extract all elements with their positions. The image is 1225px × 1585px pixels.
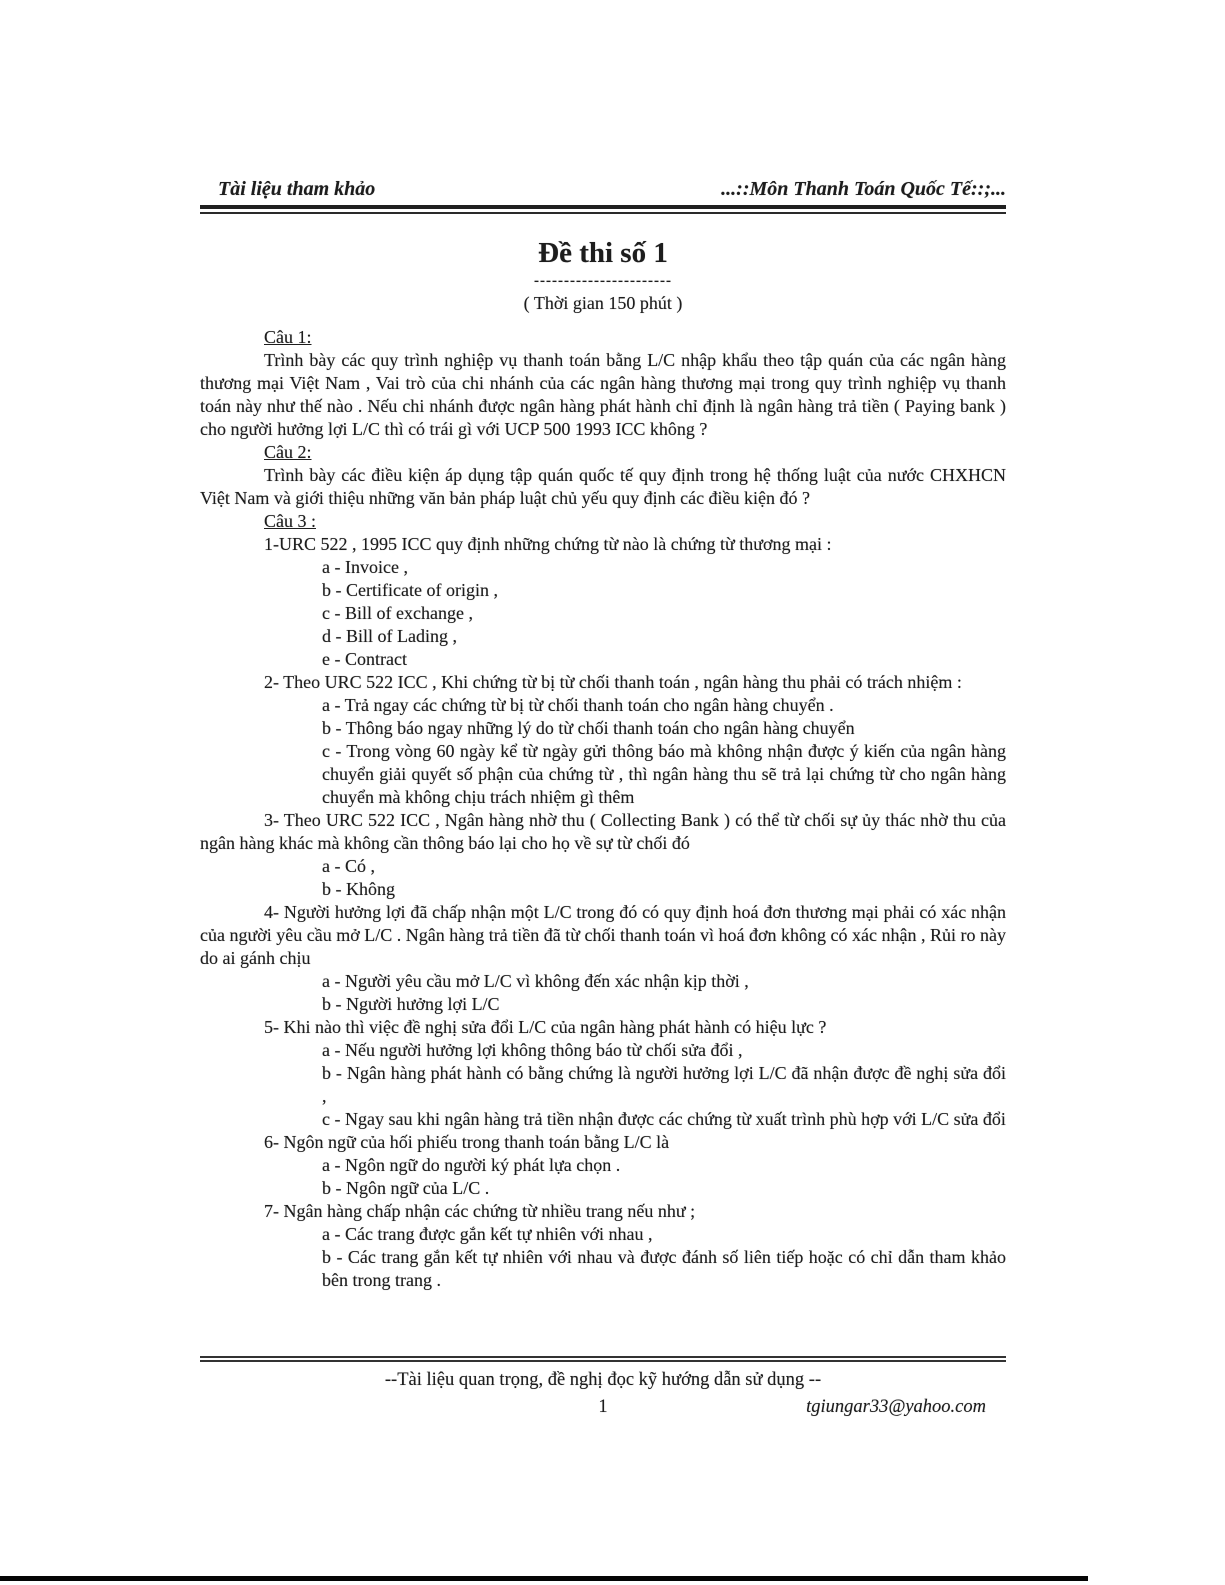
footer-meta-row [200, 1395, 1006, 1419]
option-d: d - Bill of Lading , [322, 626, 457, 646]
option-a: a - Ngôn ngữ do người ký phát lựa chọn . [322, 1155, 621, 1175]
question-4 [200, 901, 1006, 1016]
scan-bottom-edge-bar [0, 1576, 1088, 1581]
question-options [322, 1154, 1006, 1200]
option-a: a - Người yêu cầu mở L/C vì không đến xác nhận kịp thời , [322, 971, 749, 991]
option-a: a - Nếu người hưởng lợi không thông báo từ chối sửa đổi , [322, 1040, 743, 1060]
question-options [322, 694, 1006, 809]
question-options [322, 970, 1006, 1016]
footer-note: --Tài liệu quan trọng, đề nghị đọc kỹ hướng dẫn sử dụng -- [384, 1370, 822, 1390]
question-text: 2- Theo URC 522 ICC , Khi chứng từ bị từ chối thanh toán , ngân hàng thu phải có trách nhiệm : [264, 672, 962, 692]
option-b: b - Thông báo ngay những lý do từ chối thanh toán cho ngân hàng chuyển [322, 718, 855, 738]
cau3-label: Câu 3 : [264, 511, 316, 531]
cau1-text: Trình bày các quy trình nghiệp vụ thanh toán bằng L/C nhập khẩu theo tập quán của các ngân hàng thương mại Việt Nam , Vai trò của chi nhánh của các ngân hàng thương mại trong quy trình nghiệp vụ thanh toán này như thế nào . Nếu chi nhánh được ngân hàng phát hành chỉ định là ngân hàng trả tiền ( Paying bank ) cho người hưởng lợi L/C thì có trái gì với UCP 500 1993 ICC không ? [200, 350, 1006, 439]
option-a: a - Trả ngay các chứng từ bị từ chối thanh toán cho ngân hàng chuyển . [322, 695, 834, 715]
page-header [200, 178, 1006, 200]
option-b: b - Certificate of origin , [322, 580, 498, 600]
option-b: b - Các trang gắn kết tự nhiên với nhau và được đánh số liên tiếp hoặc có chỉ dẫn tham khảo bên trong trang . [322, 1247, 1006, 1290]
option-b: b - Người hưởng lợi L/C [322, 994, 500, 1014]
question-options [322, 1223, 1006, 1292]
option-c: c - Bill of exchange , [322, 603, 473, 623]
page-number: 1 [598, 1397, 608, 1417]
question-6 [200, 1131, 1006, 1200]
question-text: 7- Ngân hàng chấp nhận các chứng từ nhiều trang nếu như ; [264, 1201, 696, 1221]
question-1 [200, 533, 1006, 671]
page-footer [200, 1356, 1006, 1419]
question-2 [200, 671, 1006, 809]
option-b: b - Không [322, 879, 395, 899]
question-text: 5- Khi nào thì việc đề nghị sửa đổi L/C của ngân hàng phát hành có hiệu lực ? [264, 1017, 827, 1037]
cau2-label: Câu 2: [264, 442, 312, 462]
exam-body [200, 326, 1006, 1292]
question-text: 1-URC 522 , 1995 ICC quy định những chứng từ nào là chứng từ thương mại : [264, 534, 832, 554]
question-options [322, 855, 1006, 901]
option-a: a - Invoice , [322, 557, 408, 577]
option-b: b - Ngân hàng phát hành có bằng chứng là người hưởng lợi L/C đã nhận được đề nghị sửa đổi , [322, 1063, 1006, 1106]
question-text: 4- Người hưởng lợi đã chấp nhận một L/C trong đó có quy định hoá đơn thương mại phải có xác nhận của người yêu cầu mở L/C . Ngân hàng trả tiền đã từ chối thanh toán vì hoá đơn không có xác nhận , Rủi ro này do ai gánh chịu [200, 902, 1006, 968]
question-text: 3- Theo URC 522 ICC , Ngân hàng nhờ thu ( Collecting Bank ) có thể từ chối sự ủy thác nhờ thu của ngân hàng khác mà không cần thông báo lại cho họ về sự từ chối đó [200, 810, 1006, 853]
option-e: e - Contract [322, 649, 407, 669]
question-options [322, 556, 1006, 671]
option-a: a - Các trang được gắn kết tự nhiên với nhau , [322, 1224, 653, 1244]
question-text: 6- Ngôn ngữ của hối phiếu trong thanh toán bằng L/C là [264, 1132, 670, 1152]
question-5 [200, 1016, 1006, 1131]
exam-duration: ( Thời gian 150 phút ) [523, 293, 683, 313]
header-left-label: Tài liệu tham khảo [218, 178, 376, 200]
question-7 [200, 1200, 1006, 1292]
footer-email: tgiungar33@yahoo.com [806, 1397, 986, 1417]
question-options [322, 1039, 1006, 1131]
cau2-text: Trình bày các điều kiện áp dụng tập quán quốc tế quy định trong hệ thống luật của nước CHXHCN Việt Nam và giới thiệu những văn bản pháp luật chủ yếu quy định các điều kiện đó ? [200, 465, 1006, 508]
question-3 [200, 809, 1006, 901]
option-a: a - Có , [322, 856, 375, 876]
exam-title: Đề thi số 1 [538, 237, 668, 269]
title-dashed-line: ----------------------- [534, 273, 672, 289]
option-c: c - Trong vòng 60 ngày kể từ ngày gửi thông báo mà không nhận được ý kiến của ngân hàng chuyển giải quyết số phận của chứng từ , thì ngân hàng thu sẽ trả lại chứng từ cho ngân hàng chuyển mà không chịu trách nhiệm gì thêm [322, 741, 1006, 807]
header-right-label: ...::Môn Thanh Toán Quốc Tế::;... [721, 178, 1006, 200]
footer-divider-rule [200, 1356, 1006, 1362]
title-block [200, 236, 1006, 314]
option-b: b - Ngôn ngữ của L/C . [322, 1178, 490, 1198]
page-content [200, 178, 1006, 1292]
option-c: c - Ngay sau khi ngân hàng trả tiền nhận được các chứng từ xuất trình phù hợp với L/C sửa đổi [322, 1109, 1006, 1129]
header-divider-rule [200, 205, 1006, 214]
cau1-label: Câu 1: [264, 327, 312, 347]
